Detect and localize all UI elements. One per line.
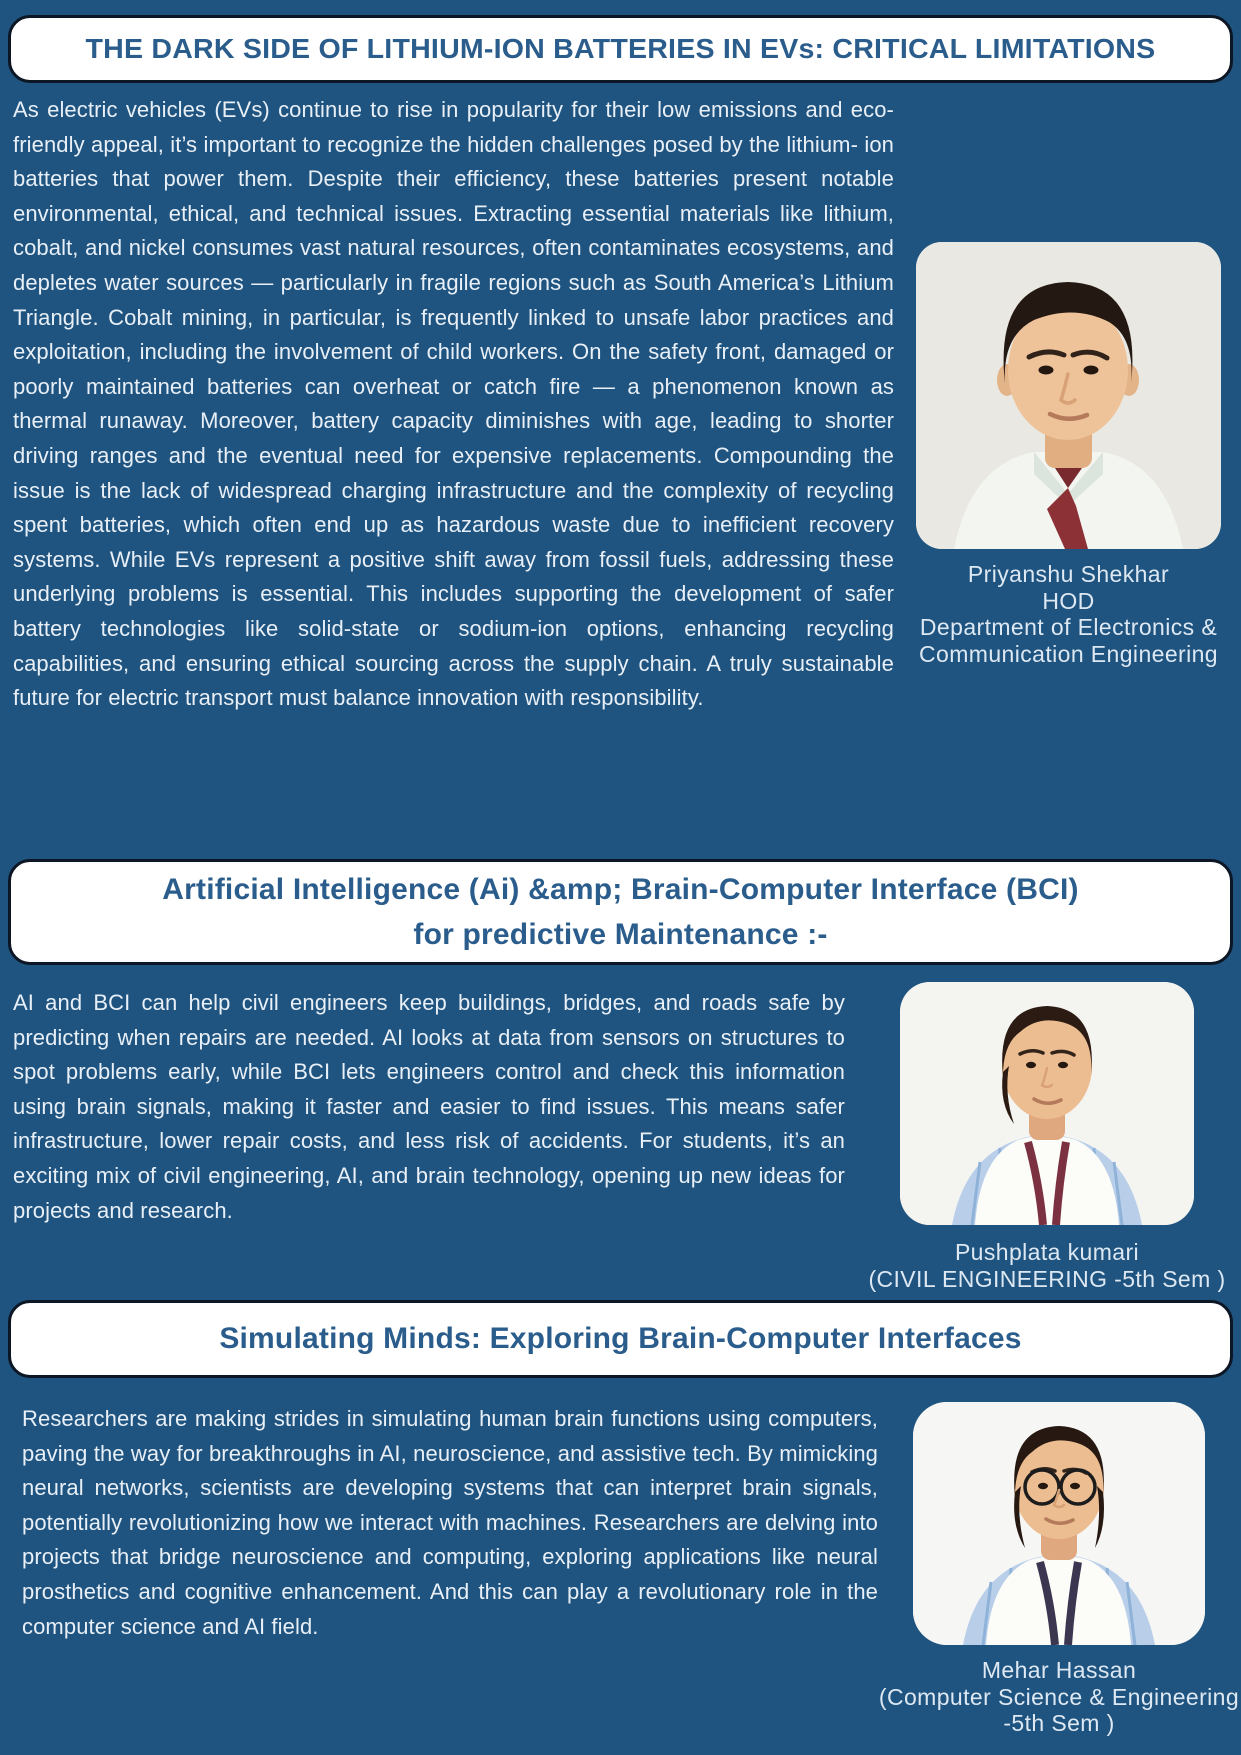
- section3-author-figure: [878, 1402, 1240, 1737]
- man-portrait-photo: [916, 242, 1221, 549]
- section2-title-box: [8, 859, 1233, 965]
- woman-portrait-photo: [900, 982, 1194, 1225]
- section2-title-line2: for predictive Maintenance :-: [413, 918, 828, 951]
- section3-paragraph: Researchers are making strides in simulating human brain functions using computers, paving the way for breakthroughs in AI, neuroscience, and assistive tech. By mimicking neural networks, scientists are developing systems that can interpret brain signals, potentially revolutionizing how we interact with machines. Researchers are delving into projects that bridge neuroscience and computing, exploring applications like neural prosthetics and cognitive enhancement. And this can play a revolutionary role in the computer science and AI field.: [22, 1406, 878, 1639]
- author-department: Department of Electronics & Communication Engineering: [919, 614, 1218, 667]
- section3-title-box: [8, 1300, 1233, 1378]
- section3-caption: [869, 1657, 1241, 1737]
- woman-glasses-portrait-photo: [913, 1402, 1205, 1645]
- author-role: (Computer Science & Engineering -5th Sem ): [878, 1683, 1240, 1736]
- section2-caption: [864, 1239, 1230, 1292]
- section2-author-figure: [868, 982, 1226, 1292]
- author-name: Mehar Hassan: [981, 1657, 1137, 1683]
- section1-paragraph: As electric vehicles (EVs) continue to rise in popularity for their low emissions and eco-friendly appeal, it’s important to recognize the hidden challenges posed by the lithium- ion batteries that power them. Despite their efficiency, these batteries present notable environmental, ethical, and technical issues. Extracting essential materials like lithium, cobalt, and nickel consumes vast natural resources, often contaminates ecosystems, and depletes water sources — particularly in fragile regions such as South America’s Lithium Triangle. Cobalt mining, in particular, is frequently linked to unsafe labor practices and exploitation, including the involvement of child workers. On the safety front, damaged or poorly maintained batteries can overheat or catch fire — a phenomenon known as thermal runaway. Moreover, battery capacity diminishes with age, leading to shorter driving ranges and the eventual need for expensive replacements. Compounding the issue is the lack of widespread charging infrastructure and the complexity of recycling spent batteries, which often end up as hazardous waste due to inefficient recovery systems. While EVs represent a positive shift away from fossil fuels, addressing these underlying problems is essential. This includes supporting the development of safer battery technologies like solid-state or sodium-ion options, enhancing recycling capabilities, and ensuring ethical sourcing across the supply chain. A truly sustainable future for electric transport must balance innovation with responsibility.: [13, 97, 894, 711]
- section1-title: THE DARK SIDE OF LITHIUM-ION BATTERIES IN EVs: CRITICAL LIMITATIONS: [85, 33, 1156, 64]
- author-role: HOD: [1042, 587, 1095, 614]
- section1-title-box: [8, 15, 1233, 83]
- section1-caption: [899, 561, 1238, 667]
- section3-title: Simulating Minds: Exploring Brain-Computer Interfaces: [219, 1322, 1022, 1355]
- section2-paragraph: AI and BCI can help civil engineers keep buildings, bridges, and roads safe by predicting when repairs are needed. AI looks at data from sensors on structures to spot problems early, while BCI lets engineers control and check this information using brain signals, making it faster and easier to find issues. This means safer infrastructure, lower repair costs, and less risk of accidents. For students, it’s an exciting mix of civil engineering, AI, and brain technology, opening up new ideas for projects and research.: [13, 990, 845, 1223]
- author-name: Priyanshu Shekhar: [967, 561, 1170, 587]
- author-name: Pushplata kumari: [954, 1239, 1140, 1265]
- section2-title-line1: Artificial Intelligence (Ai) &amp; Brain-Computer Interface (BCI): [162, 873, 1079, 906]
- author-role: (CIVIL ENGINEERING -5th Sem ): [868, 1265, 1226, 1292]
- section1-author-figure: [916, 242, 1221, 667]
